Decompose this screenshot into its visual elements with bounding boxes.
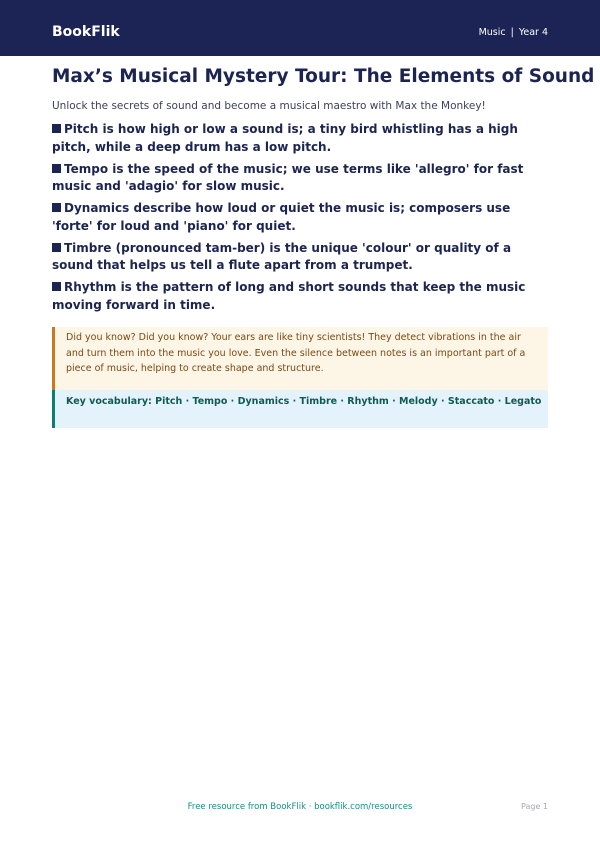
key-point-text: Rhythm is the pattern of long and short sounds that keep the music moving forward in time. — [52, 280, 526, 312]
key-point — [52, 161, 552, 196]
vocabulary-text: Key vocabulary: Pitch · Tempo · Dynamics · Timbre · Rhythm · Melody · Staccato · Legato — [66, 396, 542, 407]
page-subtitle: Unlock the secrets of sound and become a musical maestro with Max the Monkey! — [52, 100, 486, 112]
key-point — [52, 279, 552, 314]
page-header — [0, 0, 600, 56]
header-separator: | — [510, 27, 514, 38]
key-point — [52, 200, 552, 235]
key-points-list — [52, 121, 552, 319]
callout-text: Did you know? Did you know? Your ears are like tiny scientists! They detect vibrations in the air and turn them into the music you love. Even the silence between notes is an important part of a piece of music, helping to create shape and structure. — [66, 332, 526, 374]
did-you-know-callout — [52, 327, 548, 390]
key-point-text: Pitch is how high or low a sound is; a tiny bird whistling has a high pitch, while a deep drum has a low pitch. — [52, 122, 518, 154]
footer-resource-link[interactable]: Free resource from BookFlik · bookflik.com/resources — [187, 802, 413, 812]
square-bullet-icon — [52, 282, 61, 291]
key-point — [52, 121, 552, 156]
key-point-text: Timbre (pronounced tam-ber) is the unique 'colour' or quality of a sound that helps us tell a flute apart from a trumpet. — [52, 240, 512, 272]
brand-logo[interactable]: BookFlik — [52, 24, 120, 40]
square-bullet-icon — [52, 243, 61, 252]
page-number: Page 1 — [521, 802, 548, 811]
square-bullet-icon — [52, 164, 61, 173]
key-point — [52, 240, 552, 275]
key-point-text: Dynamics describe how loud or quiet the music is; composers use 'forte' for loud and 'piano' for quiet. — [52, 201, 511, 233]
year-label: Year 4 — [518, 27, 548, 38]
key-vocabulary-box — [52, 390, 548, 428]
key-point-text: Tempo is the speed of the music; we use terms like 'allegro' for fast music and 'adagio' for slow music. — [52, 161, 524, 193]
square-bullet-icon — [52, 124, 61, 133]
square-bullet-icon — [52, 203, 61, 212]
subject-label: Music — [478, 27, 506, 38]
header-meta — [479, 25, 548, 41]
page-title: Max’s Musical Mystery Tour: The Elements of Sound — [52, 66, 595, 87]
